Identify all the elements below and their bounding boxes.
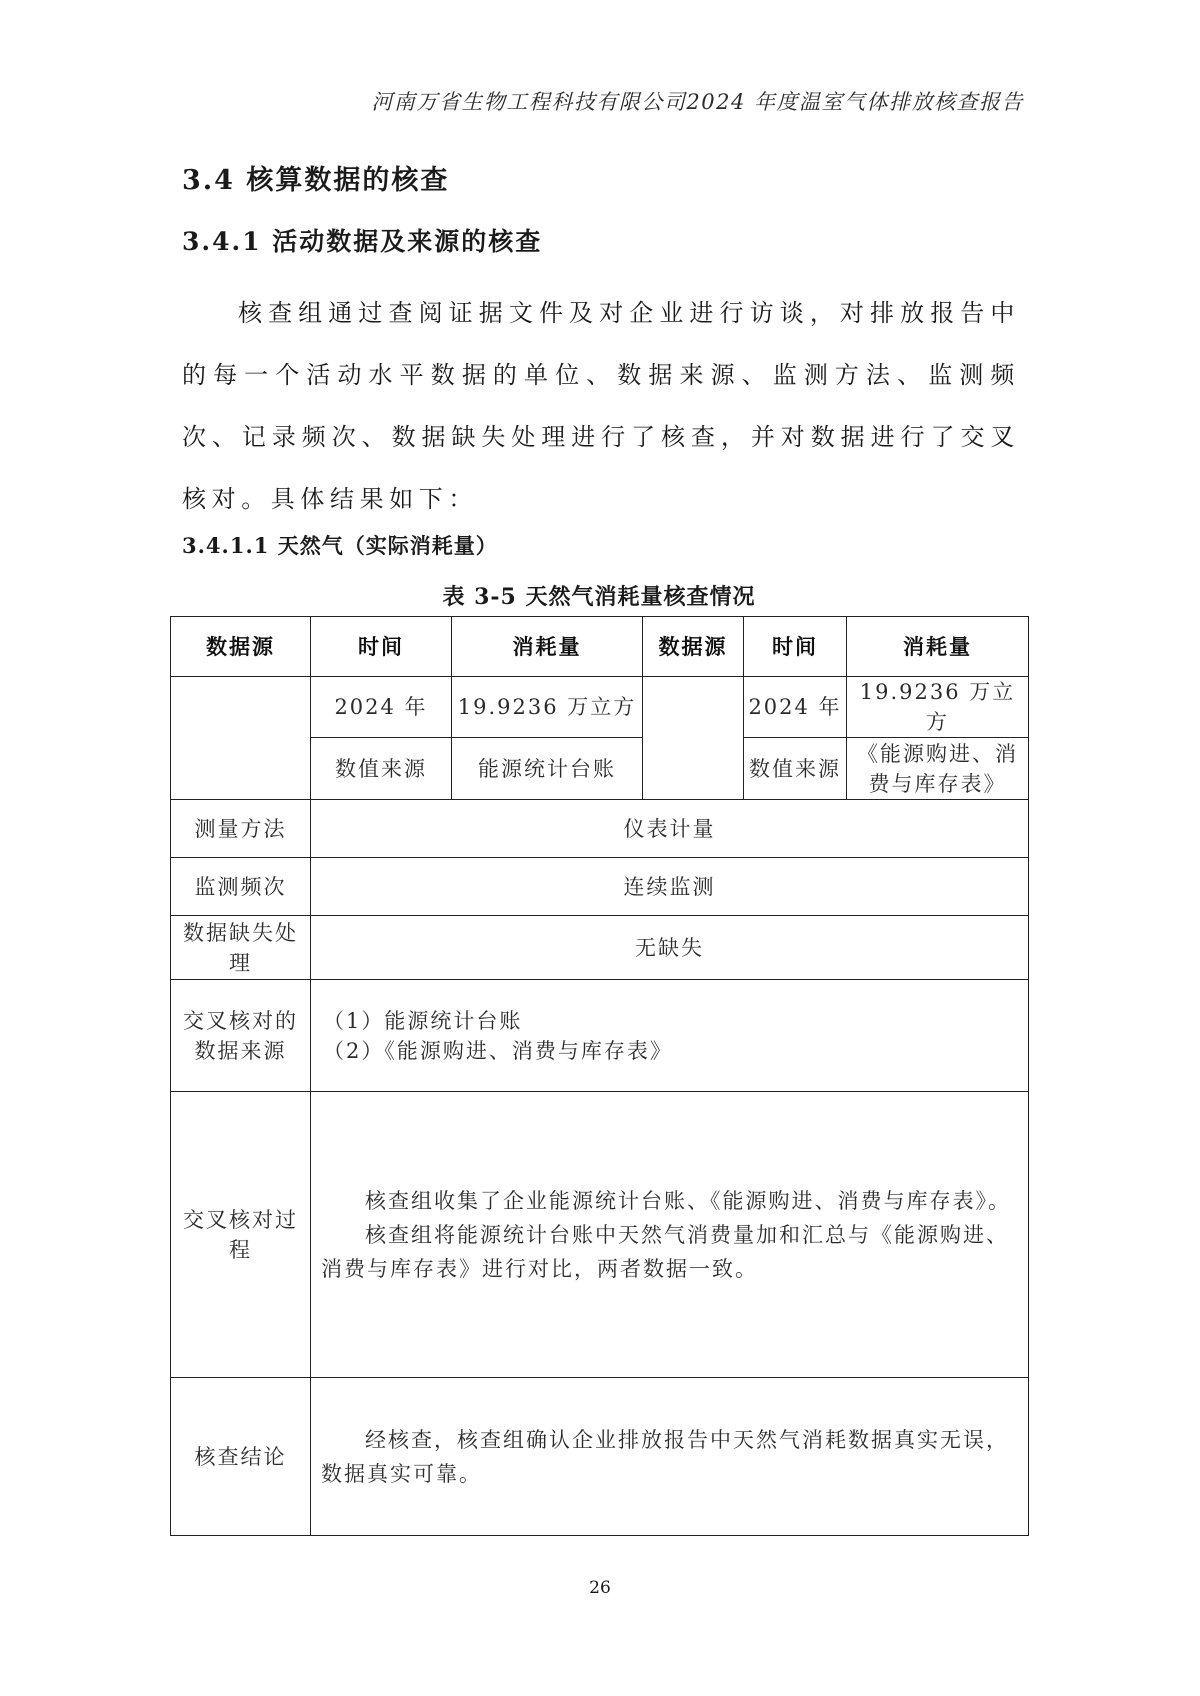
table-cell [311,980,1029,1092]
header-cell: 消耗量 [847,617,1029,677]
table-row [171,916,1029,980]
section-title: 3.4 核算数据的核查 [182,165,450,196]
subsection-title: 3.4.1 活动数据及来源的核查 [182,227,543,256]
table-cell: 2024 年 [744,677,847,738]
process-paragraph: 核查组收集了企业能源统计台账、《能源购进、消费与库存表》。 [365,1188,1011,1213]
table-cell: 无缺失 [311,916,1029,980]
conclusion-text: 经核查，核查组确认企业排放报告中天然气消耗数据真实无误，数据真实可靠。 [321,1427,1009,1486]
page-number: 26 [589,1578,611,1598]
header-cell: 时间 [311,617,452,677]
row-label: 核查结论 [171,1378,311,1536]
header-cell: 消耗量 [452,617,643,677]
table-row [171,800,1029,858]
table-cell: 仪表计量 [311,800,1029,858]
table-cell: 19.9236 万立方 [847,677,1029,738]
header-cell: 数据源 [643,617,744,677]
table-caption: 表 3-5 天然气消耗量核查情况 [442,584,756,610]
table-cell [311,1092,1029,1378]
page-header: 河南万省生物工程科技有限公司2024 年度温室气体排放核查报告 [371,90,1024,114]
table-cell: 数值来源 [744,738,847,800]
row-label: 测量方法 [171,800,311,858]
table-cell: 数值来源 [311,738,452,800]
table-cell: 2024 年 [311,677,452,738]
header-cell: 时间 [744,617,847,677]
table-row [171,980,1029,1092]
subsubsection-title: 3.4.1.1 天然气（实际消耗量） [182,533,498,558]
table-cell: 连续监测 [311,858,1029,916]
body-paragraph: 核查组通过查阅证据文件及对企业进行访谈，对排放报告中的每一个活动水平数据的单位、数据来源、监测方法、监测频次、记录频次、数据缺失处理进行了核查，并对数据进行了交叉核对。具体结果如下： [182,299,1020,513]
process-paragraph: 核查组将能源统计台账中天然气消费量加和汇总与《能源购进、消费与库存表》进行对比，两者数据一致。 [321,1222,1009,1281]
header-cell: 数据源 [171,617,311,677]
table-cell: 19.9236 万立方 [452,677,643,738]
table-row [171,858,1029,916]
table-cell: 能源统计台账 [452,738,643,800]
list-item: （2）《能源购进、消费与库存表》 [323,1038,673,1063]
table-cell [171,677,311,800]
table-cell: 《能源购进、消费与库存表》 [847,738,1029,800]
table-row [171,677,1029,738]
list-item: （1）能源统计台账 [323,1008,523,1033]
table-row [171,1378,1029,1536]
table-cell [311,1378,1029,1536]
row-label: 交叉核对过程 [171,1092,311,1378]
table-header-row [171,617,1029,677]
row-label: 数据缺失处理 [171,916,311,980]
row-label: 监测频次 [171,858,311,916]
verification-table [170,616,1029,1536]
row-label: 交叉核对的数据来源 [171,980,311,1092]
table-row [171,1092,1029,1378]
table-cell [643,677,744,800]
